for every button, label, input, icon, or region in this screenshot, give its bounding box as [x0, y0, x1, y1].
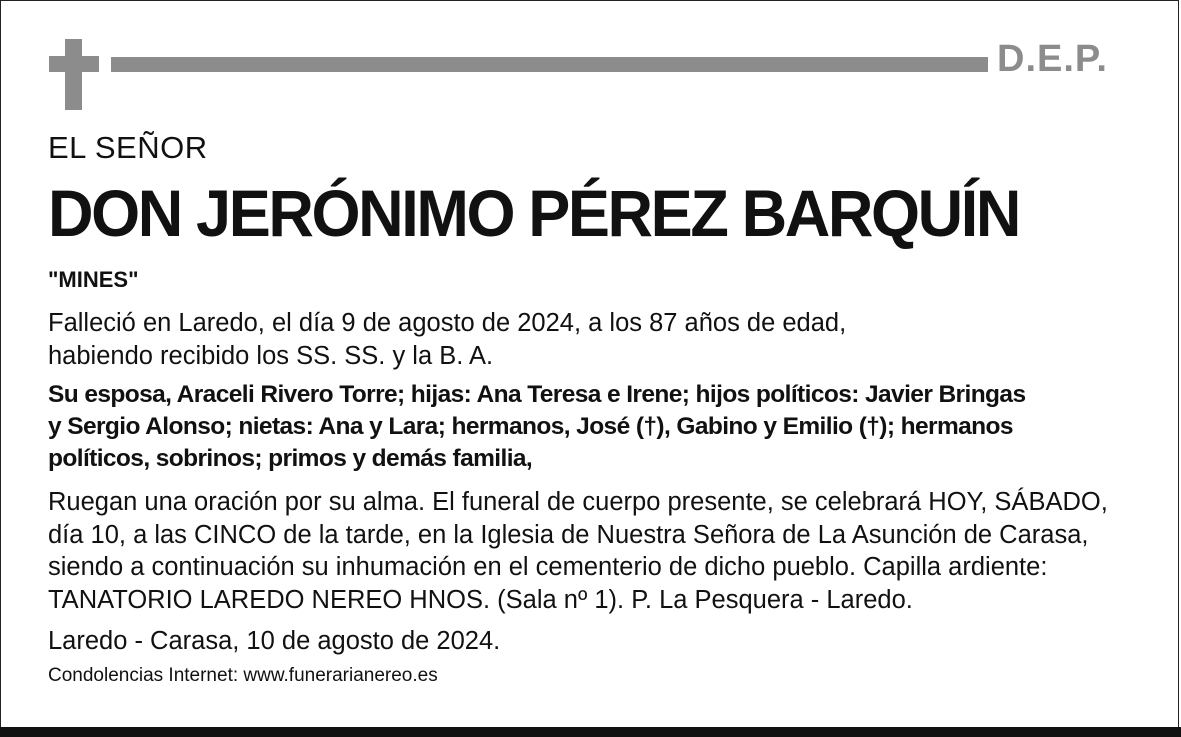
deceased-name: DON JERÓNIMO PÉREZ BARQUÍN: [48, 176, 1019, 250]
deceased-nickname: "MINES": [48, 267, 139, 292]
cross-icon-horizontal: [49, 56, 99, 72]
family-line: y Sergio Alonso; nietas: Ana y Lara; hermanos, José (†), Gabino y Emilio (†); hermanos: [48, 413, 1013, 440]
family-paragraph: [48, 379, 1025, 475]
cross-icon-vertical: [65, 39, 82, 110]
funeral-paragraph: [48, 486, 1108, 616]
place-date: Laredo - Carasa, 10 de agosto de 2024.: [48, 627, 501, 655]
dep-label: D.E.P.: [997, 38, 1108, 80]
death-line: habiendo recibido los SS. SS. y la B. A.: [48, 341, 494, 370]
family-line: Su esposa, Araceli Rivero Torre; hijas: Ana Teresa e Irene; hijos políticos: Javier Bringas: [48, 381, 1026, 408]
family-line: políticos, sobrinos; primos y demás familia,: [48, 445, 533, 472]
title-prefix: EL SEÑOR: [48, 130, 208, 165]
condolences-line: Condolencias Internet: www.funerarianereo.es: [48, 665, 438, 686]
funeral-line: Ruegan una oración por su alma. El funeral de cuerpo presente, se celebrará HOY, SÁBADO,: [48, 488, 1108, 516]
bottom-rule: [0, 727, 1181, 737]
funeral-line: TANATORIO LAREDO NEREO HNOS. (Sala nº 1). P. La Pesquera - Laredo.: [48, 585, 913, 614]
death-line: Falleció en Laredo, el día 9 de agosto de 2024, a los 87 años de edad,: [48, 309, 847, 337]
funeral-line: día 10, a las CINCO de la tarde, en la Iglesia de Nuestra Señora de La Asunción de Carasa,: [48, 520, 1089, 549]
funeral-line: siendo a continuación su inhumación en el cementerio de dicho pueblo. Capilla ardiente:: [48, 553, 1048, 581]
header-rule: [111, 57, 988, 72]
death-paragraph: [48, 307, 846, 372]
